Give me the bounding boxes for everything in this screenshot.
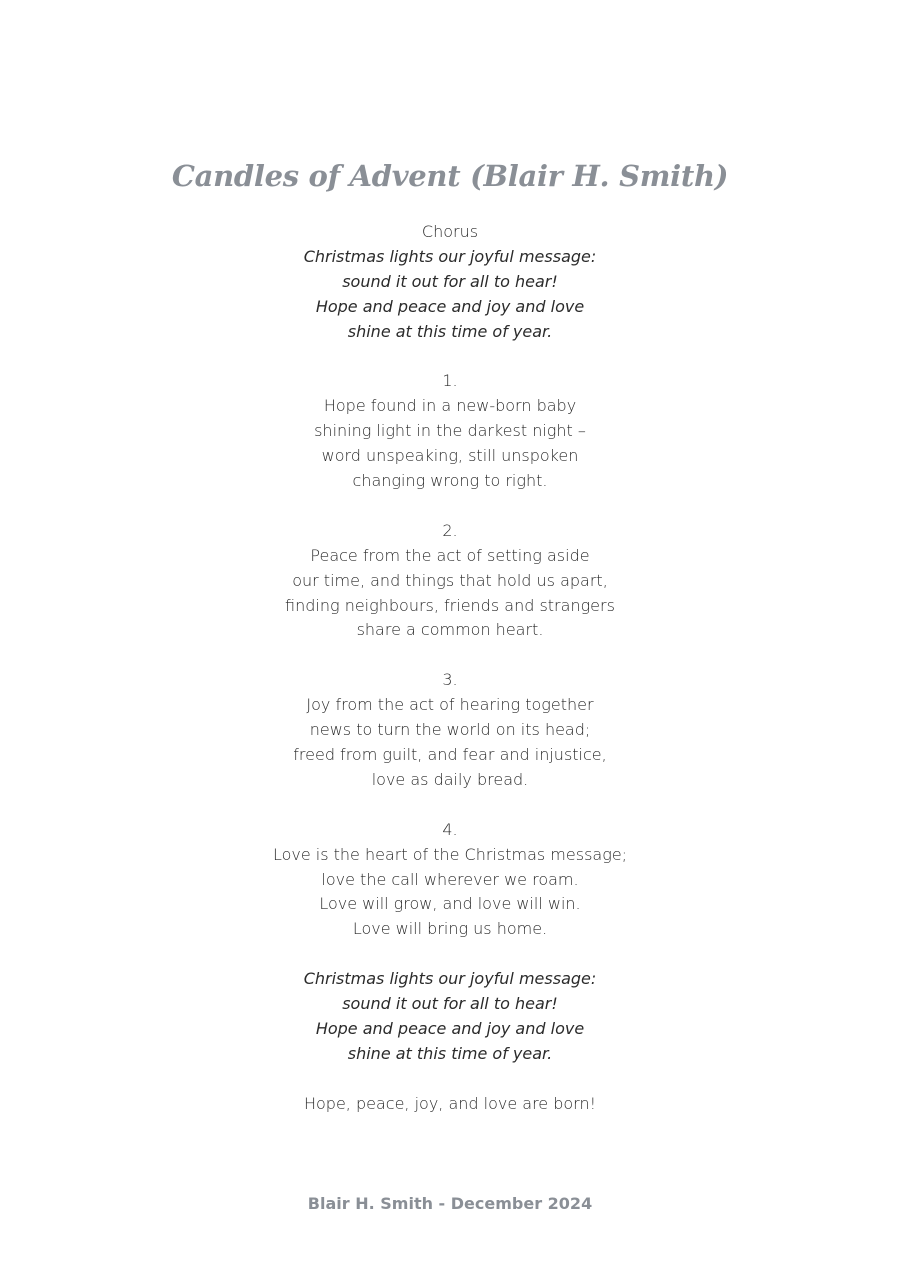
chorus-line: shine at this time of year. (347, 321, 553, 341)
verse-line: Joy from the act of hearing together (306, 695, 594, 715)
closing-chorus-line: sound it out for all to hear! (342, 994, 558, 1014)
verse-line: changing wrong to right. (352, 471, 548, 491)
final-line-block (0, 1092, 900, 1117)
verse-line: love as daily bread. (371, 769, 529, 789)
chorus-block (0, 220, 900, 345)
verse-line: Peace from the act of setting aside (310, 545, 590, 565)
verse-line: finding neighbours, friends and strangers (285, 595, 615, 615)
verse-line: shining light in the darkest night – (314, 421, 586, 441)
verse-2-block (0, 519, 900, 644)
closing-chorus-block (0, 967, 900, 1067)
closing-chorus-line: Hope and peace and joy and love (315, 1018, 585, 1038)
chorus-heading: Chorus (421, 222, 479, 241)
final-line: Hope, peace, joy, and love are born! (303, 1093, 597, 1113)
verse-number: 1. (442, 371, 458, 391)
footer-credit: Blair H. Smith - December 2024 (307, 1194, 593, 1213)
verse-number: 2. (442, 520, 458, 540)
verse-line: Love will bring us home. (352, 919, 548, 939)
verse-line: Hope found in a new-born baby (323, 396, 577, 416)
verse-3-block (0, 668, 900, 793)
verse-line: freed from guilt, and fear and injustice, (293, 744, 607, 764)
chorus-line: Christmas lights our joyful message: (303, 246, 597, 266)
verse-line: word unspeaking, still unspoken (321, 446, 579, 466)
verse-line: share a common heart. (356, 620, 544, 640)
closing-chorus-line: Christmas lights our joyful message: (303, 969, 597, 989)
verse-line: Love will grow, and love will win. (319, 894, 581, 914)
verse-number: 3. (442, 670, 458, 690)
verse-line: love the call wherever we roam. (321, 869, 579, 889)
closing-chorus-line: shine at this time of year. (347, 1043, 553, 1063)
verse-number: 4. (442, 819, 458, 839)
verse-line: our time, and things that hold us apart, (292, 570, 608, 590)
chorus-line: Hope and peace and joy and love (315, 296, 585, 316)
chorus-line: sound it out for all to hear! (342, 271, 558, 291)
verse-line: news to turn the world on its head; (309, 720, 591, 740)
verse-1-block (0, 369, 900, 494)
verse-4-block (0, 818, 900, 943)
chorus-lines (0, 245, 900, 345)
verse-line: Love is the heart of the Christmas message; (272, 844, 628, 864)
lyrics-body (0, 220, 900, 1141)
page-title: Candles of Advent (Blair H. Smith) (171, 159, 729, 193)
